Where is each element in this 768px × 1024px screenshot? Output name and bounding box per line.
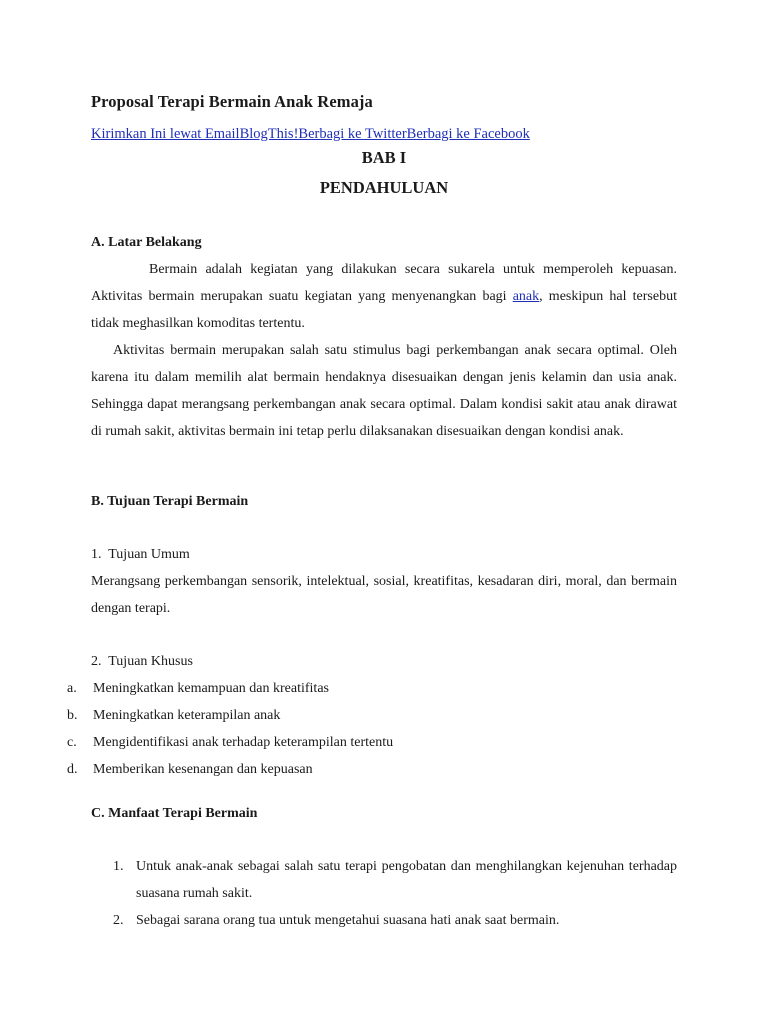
list-item-marker: c. <box>67 735 77 750</box>
list-item-marker: a. <box>67 681 77 696</box>
list-item: Memberikan kesenangan dan kepuasan <box>93 762 313 777</box>
document-title: Proposal Terapi Bermain Anak Remaja <box>91 92 373 111</box>
share-twitter-link[interactable]: Berbagi ke Twitter <box>298 126 407 142</box>
paragraph-text: Bermain adalah kegiatan yang dilakukan secara sukarela untuk memperoleh kepuasan. Aktivitas bermain merupakan suatu kegiatan yang menyenangkan bagi <box>91 262 677 304</box>
share-facebook-link[interactable]: Berbagi ke Facebook <box>406 126 530 142</box>
anak-link[interactable]: anak <box>512 289 540 304</box>
list-item-marker: b. <box>67 708 78 723</box>
tujuan-umum-text: Merangsang perkembangan sensorik, intelektual, sosial, kreatifitas, kesadaran diri, moral, dan bermain dengan terapi. <box>91 574 677 616</box>
chapter-title: PENDAHULUAN <box>319 178 449 197</box>
section-a-paragraph-2: Aktivitas bermain merupakan salah satu stimulus bagi perkembangan anak secara optimal. Oleh karena itu dalam memilih alat bermain hendaknya disesuaikan dengan jenis kelamin dan usia anak. Sehingga dapat merangsang perkembangan anak secara optimal. Dalam kondisi sakit atau anak dirawat di rumah sakit, aktivitas bermain ini tetap perlu dilaksanakan disesuaikan dengan kondisi anak. <box>91 343 677 439</box>
chapter-number: BAB I <box>361 148 407 167</box>
list-item-marker: d. <box>67 762 78 777</box>
section-c-heading: C. Manfaat Terapi Bermain <box>91 806 258 821</box>
section-b-heading: B. Tujuan Terapi Bermain <box>91 494 249 509</box>
tujuan-umum-label: 1. Tujuan Umum <box>91 547 190 562</box>
section-a-heading: A. Latar Belakang <box>91 235 202 250</box>
list-item-marker: 1. <box>113 859 124 874</box>
section-a-paragraph-1 <box>91 256 677 337</box>
list-item: Mengidentifikasi anak terhadap keterampilan tertentu <box>93 735 394 750</box>
share-blogthis-link[interactable]: BlogThis! <box>239 126 299 142</box>
share-email-link[interactable]: Kirimkan Ini lewat Email <box>91 126 240 142</box>
paragraph-text: , meskipun hal tersebut tidak meghasilkan komoditas tertentu. <box>91 289 677 331</box>
tujuan-khusus-label: 2. Tujuan Khusus <box>91 654 193 669</box>
list-item: Meningkatkan keterampilan anak <box>93 708 281 723</box>
list-item: Untuk anak-anak sebagai salah satu terapi pengobatan dan menghilangkan kejenuhan terhadap suasana rumah sakit. <box>136 859 677 901</box>
share-links <box>91 126 530 143</box>
list-item: Meningkatkan kemampuan dan kreatifitas <box>93 681 329 696</box>
list-item-marker: 2. <box>113 913 124 928</box>
list-item: Sebagai sarana orang tua untuk mengetahui suasana hati anak saat bermain. <box>136 913 560 928</box>
